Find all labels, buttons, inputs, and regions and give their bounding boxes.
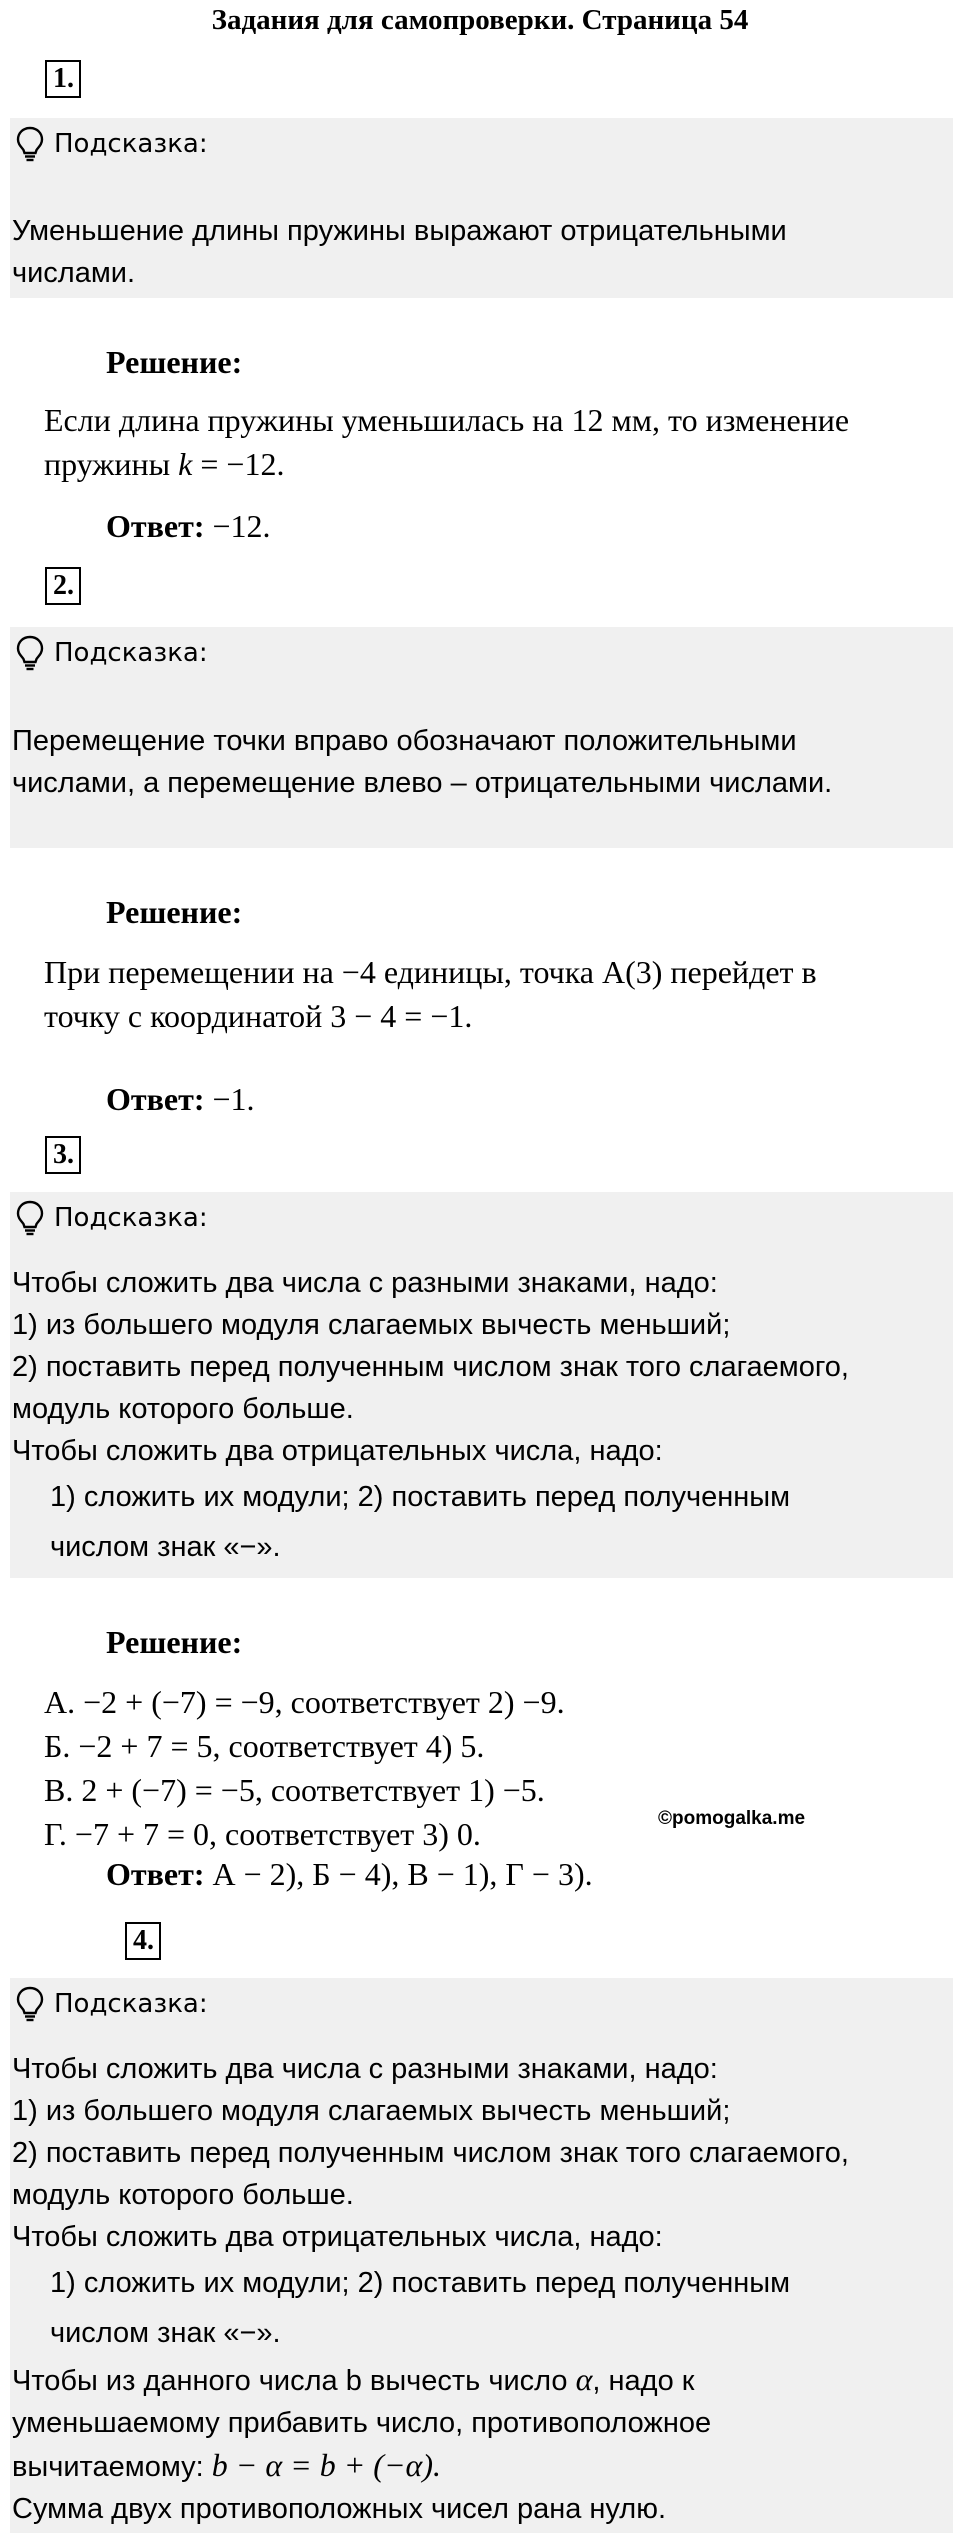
lightbulb-icon xyxy=(16,126,44,162)
hint-text-3 xyxy=(12,1262,849,1572)
hint-line: 2) поставить перед полученным числом знак того слагаемого, xyxy=(12,2137,849,2169)
answer-value: −1. xyxy=(204,1081,255,1117)
solution-text-2 xyxy=(44,950,817,1038)
lightbulb-icon xyxy=(16,635,44,671)
hint-line: Чтобы сложить два отрицательных числа, надо: xyxy=(12,1435,663,1467)
watermark: ©pomogalka.me xyxy=(658,1808,806,1829)
hint-line: уменьшаемому прибавить число, противоположное xyxy=(12,2407,712,2439)
hint-box-3 xyxy=(10,1192,953,1578)
task-number-1: 1. xyxy=(45,60,81,98)
hint-line: числами. xyxy=(12,257,136,289)
hint-line: Чтобы сложить два числа с разными знаками, надо: xyxy=(12,2053,718,2085)
solution-label-3: Решение: xyxy=(106,1624,243,1660)
hint-line: числом знак «−». xyxy=(50,1531,281,1563)
answer-label: Ответ: xyxy=(106,1856,205,1892)
answer-line-3 xyxy=(106,1852,593,1896)
hint-header xyxy=(16,124,208,164)
hint-line xyxy=(12,2444,849,2488)
task-number-4: 4. xyxy=(125,1922,161,1960)
solution-text-part: = −12. xyxy=(192,446,285,482)
hint-text-2 xyxy=(12,720,832,804)
hint-line: модуль которого больше. xyxy=(12,2179,354,2211)
hint-line: Чтобы сложить два числа с разными знаками, надо: xyxy=(12,1267,718,1299)
answer-line-1 xyxy=(106,504,271,548)
hint-line: Перемещение точки вправо обозначают положительными xyxy=(12,725,797,757)
solution-label-2: Решение: xyxy=(106,894,243,930)
hint-box-2 xyxy=(10,627,953,848)
solution-line: При перемещении на −4 единицы, точка A(3) перейдет в xyxy=(44,954,817,990)
hint-text-part: Чтобы из данного числа b вычесть число xyxy=(12,2365,576,2397)
task-number-2: 2. xyxy=(45,567,81,605)
hint-text-4 xyxy=(12,2048,849,2530)
hint-header xyxy=(16,633,208,673)
solution-text-3 xyxy=(44,1680,565,1856)
hint-line: 1) из большего модуля слагаемых вычесть меньший; xyxy=(12,1309,731,1341)
solution-line: В. 2 + (−7) = −5, соответствует 1) −5. xyxy=(44,1772,545,1808)
hint-text-1 xyxy=(12,210,787,294)
hint-line: числами, а перемещение влево – отрицательными числами. xyxy=(12,767,833,799)
math-variable: k xyxy=(178,446,193,482)
hint-text-part: вычитаемому: xyxy=(12,2451,212,2483)
math-formula: b − α = b + (−α). xyxy=(211,2447,441,2483)
hint-label: Подсказка: xyxy=(54,1203,208,1233)
solution-line xyxy=(44,442,849,486)
hint-line xyxy=(12,2358,849,2402)
hint-label: Подсказка: xyxy=(54,129,208,159)
solution-line: точку с координатой 3 − 4 = −1. xyxy=(44,998,473,1034)
solution-line: Если длина пружины уменьшилась на 12 мм, то изменение xyxy=(44,402,850,438)
solution-text-1 xyxy=(44,398,849,486)
hint-header xyxy=(16,1198,208,1238)
hint-line: числом знак «−». xyxy=(50,2317,281,2349)
answer-label: Ответ: xyxy=(106,1081,205,1117)
hint-header xyxy=(16,1984,208,2024)
hint-box-1 xyxy=(10,118,953,298)
answer-value: А − 2), Б − 4), В − 1), Г − 3). xyxy=(204,1856,593,1892)
lightbulb-icon xyxy=(16,1986,44,2022)
task-number-3: 3. xyxy=(45,1136,81,1174)
solution-line: Г. −7 + 7 = 0, соответствует 3) 0. xyxy=(44,1816,481,1852)
solution-label-1: Решение: xyxy=(106,344,243,380)
hint-line: Чтобы сложить два отрицательных числа, надо: xyxy=(12,2221,663,2253)
hint-label: Подсказка: xyxy=(54,638,208,668)
hint-line: 1) сложить их модули; 2) поставить перед полученным xyxy=(50,1481,791,1513)
lightbulb-icon xyxy=(16,1200,44,1236)
solution-line: Б. −2 + 7 = 5, соответствует 4) 5. xyxy=(44,1728,485,1764)
answer-value: −12. xyxy=(204,508,271,544)
hint-line: Уменьшение длины пружины выражают отрицательными xyxy=(12,215,787,247)
hint-line: 1) из большего модуля слагаемых вычесть меньший; xyxy=(12,2095,731,2127)
page-title: Задания для самопроверки. Страница 54 xyxy=(211,4,749,36)
solution-line: А. −2 + (−7) = −9, соответствует 2) −9. xyxy=(44,1684,565,1720)
hint-label: Подсказка: xyxy=(54,1989,208,2019)
solution-text-part: пружины xyxy=(44,446,179,482)
hint-line: модуль которого больше. xyxy=(12,1393,354,1425)
hint-line: 2) поставить перед полученным числом знак того слагаемого, xyxy=(12,1351,849,1383)
hint-box-4 xyxy=(10,1978,953,2533)
hint-text-part: , надо к xyxy=(592,2365,695,2397)
math-variable: α xyxy=(575,2361,593,2397)
answer-line-2 xyxy=(106,1077,255,1121)
hint-line: Сумма двух противоположных чисел рана нулю. xyxy=(12,2493,667,2525)
answer-label: Ответ: xyxy=(106,508,205,544)
hint-line: 1) сложить их модули; 2) поставить перед полученным xyxy=(50,2267,791,2299)
